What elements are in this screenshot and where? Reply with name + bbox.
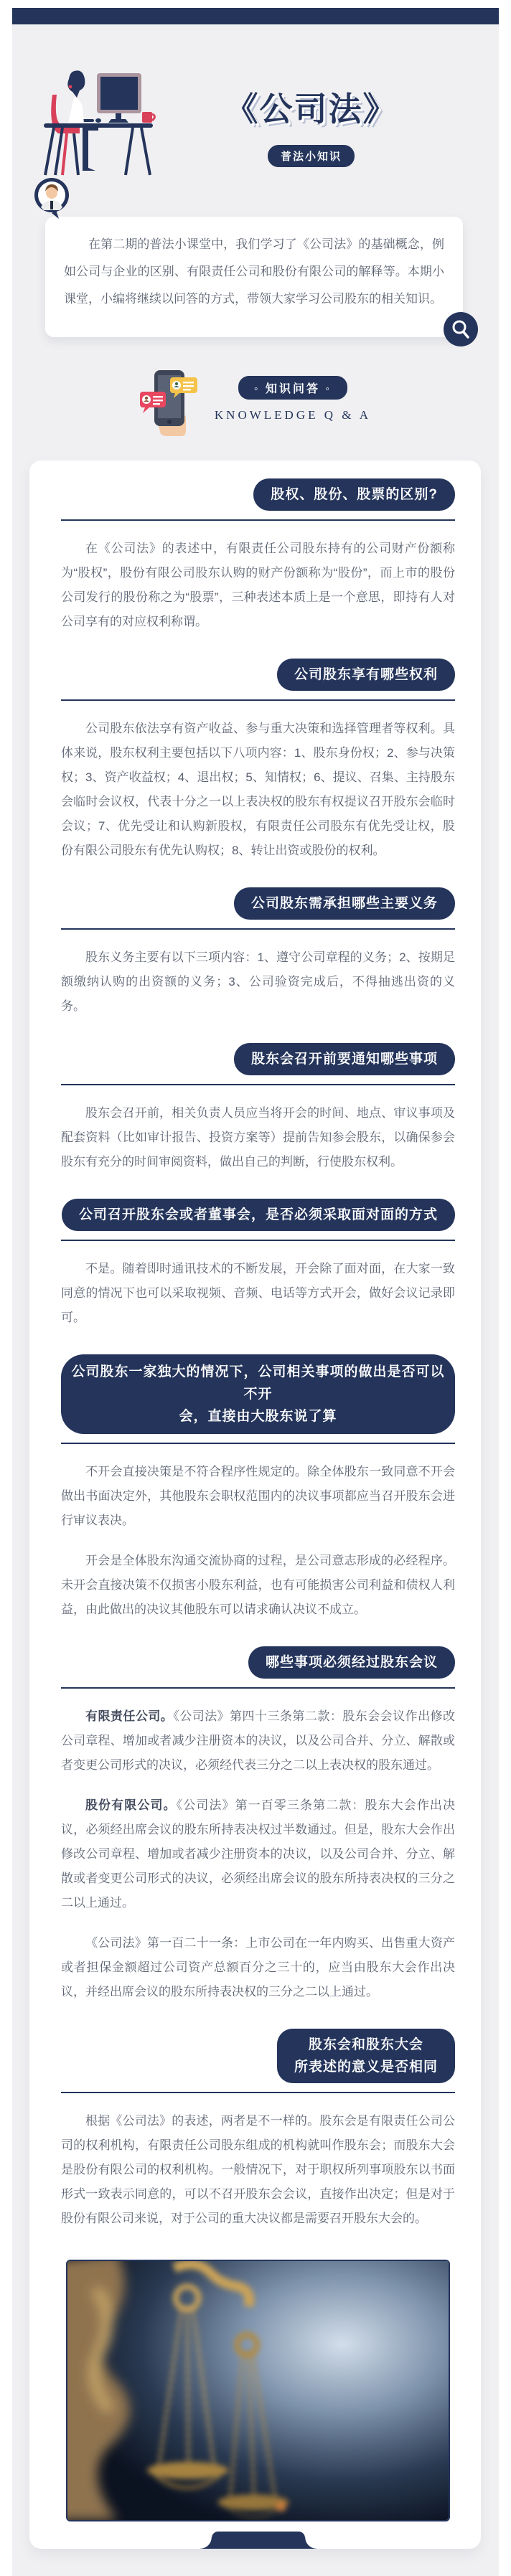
qa-section: [61, 1199, 455, 1330]
article-content: [12, 8, 499, 2576]
knowledge-qa-subtitle: KNOWLEDGE Q & A: [214, 408, 372, 422]
question-pill: 公司股东需承担哪些主要义务: [234, 887, 455, 920]
avatar-person-icon: [34, 177, 70, 223]
answer-paragraphs: [61, 701, 455, 863]
magnifier-icon: [443, 311, 479, 347]
knowledge-qa-emblem: [12, 369, 499, 436]
qa-paragraph: 公司股东依法享有资产收益、参与重大决策和选择管理者等权利。具体来说，股东权利主要包括以下八项内容：1、股东身份权；2、参与决策权；3、资产收益权；4、退出权；5、知情权；6、提议、召集、主持股东会临时会议权，代表十分之一以上表决权的股东有权提议召开股东会临时会议；7、优先受让和认购新股权，有限责任公司股东有优先受让权，股份有限公司股东有优先认购权；8、转让出资或股份的权利。: [61, 722, 455, 857]
qa-section: [61, 478, 455, 634]
answer-paragraphs: [61, 1444, 455, 1622]
knowledge-qa-badge: ◦ 知识问答 ◦: [238, 376, 347, 400]
qa-paragraph: 在《公司法》的表述中，有限责任公司股东持有的公司财产份额称为“股权”，股份有限公司股东认购的财产份额称为“股份”，而上市的股份公司发行的股份称之为“股票”，三种表述本质上是一个意思，即持有人对公司享有的对应权利称谓。: [61, 542, 455, 628]
qa-paragraph: 根据《公司法》的表述，两者是不一样的。股东会是有限责任公司公司的权利机构，有限责任公司股东组成的机构就叫作股东会；而股东大会是股份有限公司的权利机构。一般情况下，对于职权所列事项股东以书面形式一致表示同意的，可以不召开股东会会议，直接作出决定；但是对于股份有限公司来说，对于公司的重大决议都是需要召开股东大会的。: [61, 2114, 455, 2225]
answer-paragraphs: [61, 1241, 455, 1330]
qa-section: [61, 2029, 455, 2231]
hero-title-block: [159, 83, 463, 167]
answer-paragraphs: [61, 1085, 455, 1174]
qa-sections: [61, 478, 455, 2231]
qa-paragraph: 有限责任公司。《公司法》第四十三条第二款：股东会会议作出修改公司章程、增加或者减少注册资本的决议，以及公司合并、分立、解散或者变更公司形式的决议，必须经代表三分之二以上表决权的股东通过。: [61, 1709, 456, 1772]
intro-card: [45, 217, 463, 337]
bottom-tab: [212, 2532, 305, 2549]
scales-of-justice-photo: [66, 2260, 450, 2521]
qa-paragraph: 股份有限公司。《公司法》第一百零三条第二款：股东大会作出决议，必须经出席会议的股东所持表决权过半数通过。但是，股东大会作出修改公司章程、增加或者减少注册资本的决议，以及公司合并、分立、解散或者变更公司形式的决议，必须经出席会议的股东所持表决权的三分之二以上通过。: [61, 1798, 455, 1910]
qa-section: [61, 659, 455, 863]
question-pill: 股东会和股东大会 所表述的意义是否相同: [277, 2029, 455, 2083]
question-pill: 股东会召开前要通知哪些事项: [234, 1043, 455, 1075]
knowledge-qa-titles: [215, 369, 371, 423]
qa-section: [61, 1354, 455, 1622]
qa-paragraph: 开会是全体股东沟通交流协商的过程，是公司意志形成的必经程序。未开会直接决策不仅损害小股东利益，也有可能损害公司利益和债权人利益，由此做出的决议其他股东可以请求确认决议不成立。: [61, 1554, 455, 1616]
intro-text: 在第二期的普法小课堂中，我们学习了《公司法》的基础概念，例如公司与企业的区别、有限责任公司和股份有限公司的解释等。本期小课堂，小编将继续以问答的方式，带领大家学习公司股东的相关知识。: [64, 237, 444, 306]
intro-section: [45, 217, 463, 337]
qa-section: [61, 1646, 455, 2004]
qa-paragraph: 股东义务主要有以下三项内容：1、遵守公司章程的义务；2、按期足额缴纳认购的出资额的义务；3、公司验资完成后，不得抽逃出资的义务。: [61, 950, 455, 1013]
answer-paragraphs: [61, 1689, 455, 2004]
desk-study-illustration: [41, 67, 159, 182]
question-pill: 股权、股份、股票的区别?: [253, 478, 455, 511]
qa-section: [61, 1043, 455, 1174]
qa-paragraph: 不是。随着即时通讯技术的不断发展，开会除了面对面，在大家一致同意的情况下也可以采取视频、音频、电话等方式开会，做好会议记录即可。: [61, 1262, 455, 1324]
answer-paragraphs: [61, 521, 455, 634]
hero-header: [12, 24, 499, 211]
question-pill: 哪些事项必须经过股东会议: [248, 1646, 455, 1679]
answer-paragraphs: [61, 2093, 455, 2231]
qa-paragraph: 不开会直接决策是不符合程序性规定的。除全体股东一致同意不开会做出书面决定外，其他股东会职权范围内的决议事项都应当召开股东会进行审议表决。: [61, 1465, 455, 1527]
qa-paragraph: 股东会召开前，相关负责人员应当将开会的时间、地点、审议事项及配套资料（比如审计报告、投资方案等）提前告知参会股东，以确保参会股东有充分的时间审阅资料，做出自己的判断，行使股东权利。: [61, 1106, 455, 1169]
answer-paragraphs: [61, 930, 455, 1019]
qa-section: [61, 887, 455, 1019]
qa-paragraph: 《公司法》第一百二十一条：上市公司在一年内购买、出售重大资产或者担保金额超过公司资产总额百分之三十的，应当由股东大会作出决议，并经出席会议的股东所持表决权的三分之二以上通过。: [61, 1936, 455, 1999]
page-title: 《公司法》: [225, 90, 398, 128]
qa-card: [29, 461, 481, 2549]
top-navy-bar: [12, 8, 499, 24]
phone-chat-illustration: [140, 369, 199, 436]
question-pill: 公司股东享有哪些权利: [277, 659, 455, 691]
question-pill: 公司股东一家独大的情况下，公司相关事项的做出是否可以不开 会，直接由大股东说了算: [61, 1354, 455, 1434]
question-pill: 公司召开股东会或者董事会，是否必须采取面对面的方式: [62, 1199, 455, 1231]
title-badge: 普法小知识: [268, 145, 355, 167]
